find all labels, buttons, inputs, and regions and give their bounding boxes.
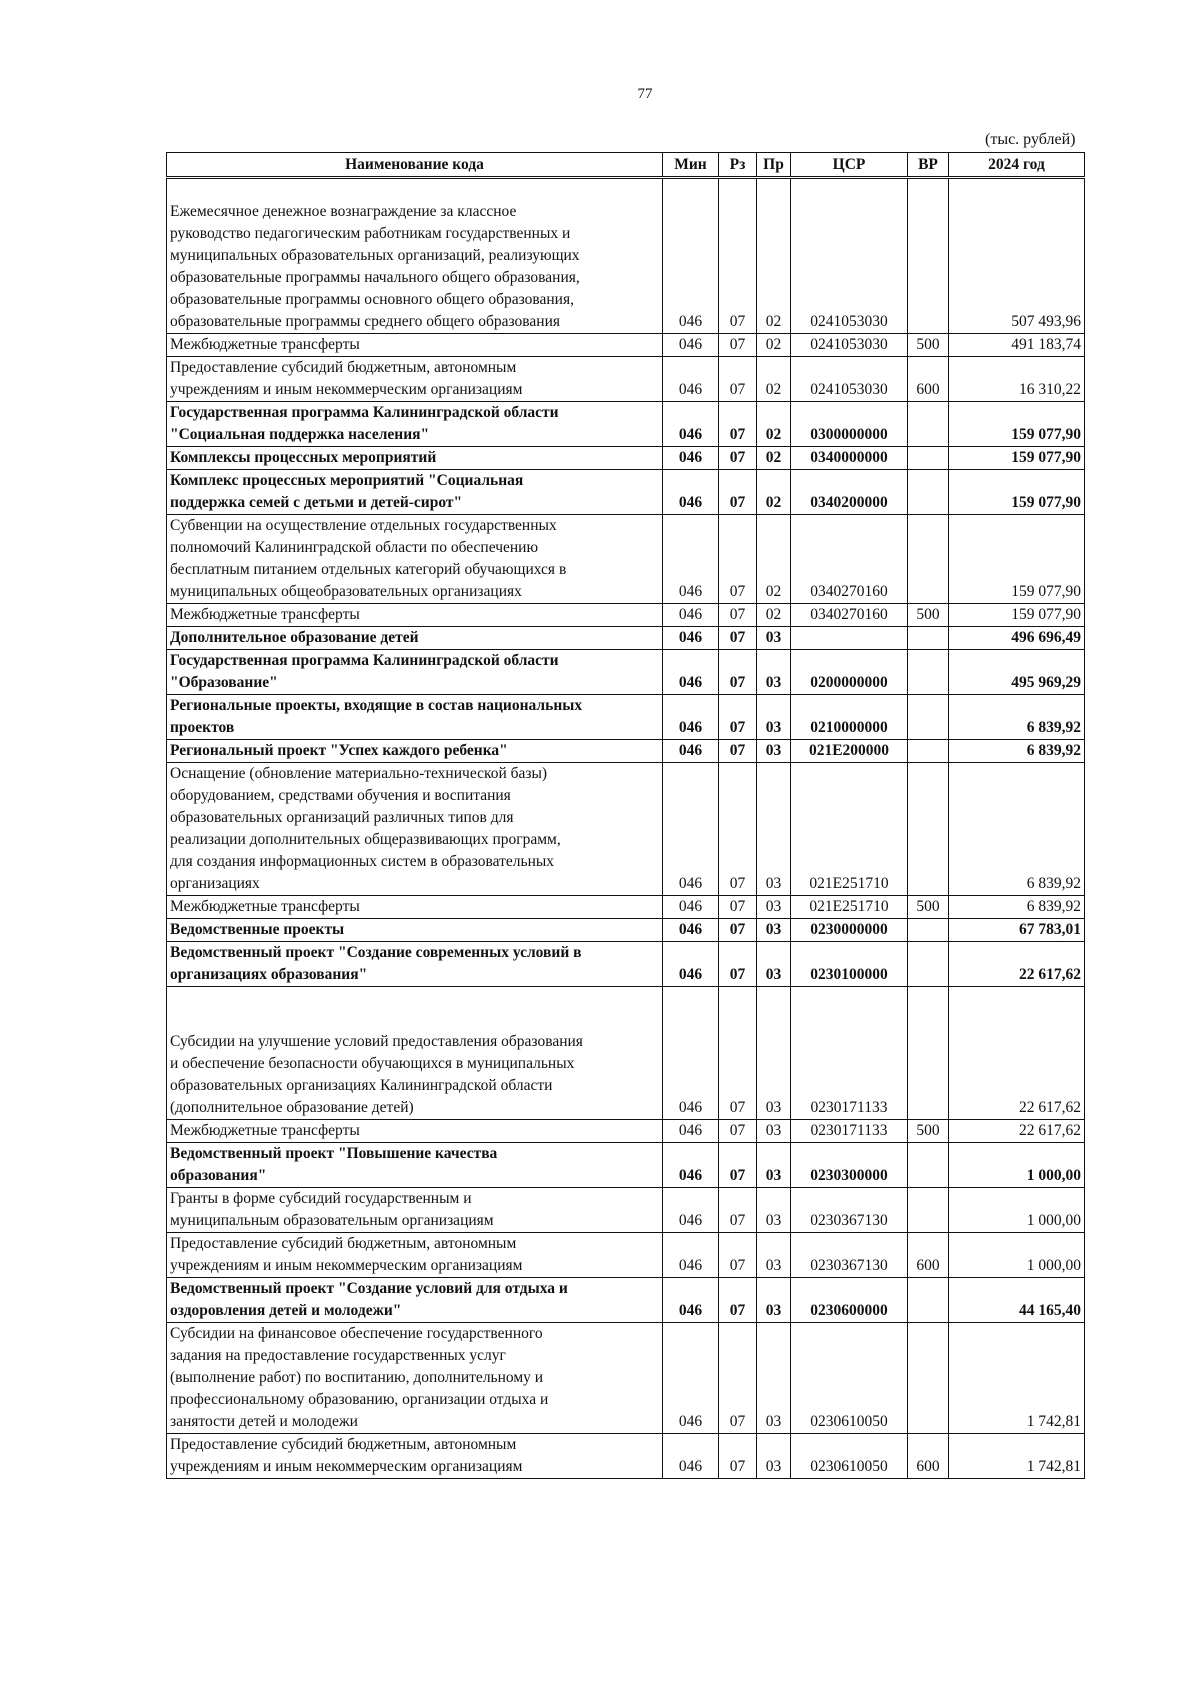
row-min: 046 <box>663 987 719 1120</box>
table-row <box>167 763 1085 896</box>
row-min: 046 <box>663 515 719 604</box>
row-csr: 0241053030 <box>791 357 908 402</box>
row-pr: 02 <box>757 334 791 357</box>
row-amount: 159 077,90 <box>949 447 1085 470</box>
row-min: 046 <box>663 1143 719 1188</box>
row-csr: 0340270160 <box>791 604 908 627</box>
table-row <box>167 447 1085 470</box>
row-pr: 03 <box>757 1434 791 1479</box>
row-amount: 67 783,01 <box>949 919 1085 942</box>
row-pr: 02 <box>757 470 791 515</box>
row-amount: 159 077,90 <box>949 515 1085 604</box>
row-name: Ежемесячное денежное вознаграждение за классное руководство педагогическим работникам государственных и муниципальных образовательных организаций, реализующих образовательные программы начального общего образования, образовательные программы основного общего образования, образовательные программы среднего общего образования <box>167 178 663 334</box>
table-row <box>167 515 1085 604</box>
row-name: Ведомственный проект "Создание условий для отдыха и оздоровления детей и молодежи" <box>167 1278 663 1323</box>
row-rz: 07 <box>719 919 757 942</box>
row-rz: 07 <box>719 987 757 1120</box>
row-name: Межбюджетные трансферты <box>167 604 663 627</box>
table-row <box>167 695 1085 740</box>
table-row <box>167 178 1085 334</box>
row-min: 046 <box>663 447 719 470</box>
row-vr <box>908 740 949 763</box>
row-csr: 0241053030 <box>791 178 908 334</box>
row-rz: 07 <box>719 1143 757 1188</box>
row-vr <box>908 695 949 740</box>
row-rz: 07 <box>719 470 757 515</box>
row-name: Субвенции на осуществление отдельных государственных полномочий Калининградской области по обеспечению бесплатным питанием отдельных категорий обучающихся в муниципальных общеобразовательных организациях <box>167 515 663 604</box>
row-amount: 507 493,96 <box>949 178 1085 334</box>
row-pr: 03 <box>757 919 791 942</box>
row-csr: 0230367130 <box>791 1233 908 1278</box>
row-name: Региональные проекты, входящие в состав национальных проектов <box>167 695 663 740</box>
row-amount: 1 000,00 <box>949 1143 1085 1188</box>
row-vr <box>908 942 949 987</box>
row-name: Оснащение (обновление материально-технической базы) оборудованием, средствами обучения и воспитания образовательных организаций различных типов для реализации дополнительных общеразвивающих программ, для создания информационных систем в образовательных организациях <box>167 763 663 896</box>
row-min: 046 <box>663 650 719 695</box>
row-csr: 0340000000 <box>791 447 908 470</box>
row-rz: 07 <box>719 1323 757 1434</box>
row-amount: 1 742,81 <box>949 1323 1085 1434</box>
row-pr: 02 <box>757 178 791 334</box>
row-min: 046 <box>663 1278 719 1323</box>
row-name: Комплекс процессных мероприятий "Социальная поддержка семей с детьми и детей-сирот" <box>167 470 663 515</box>
row-csr: 0340200000 <box>791 470 908 515</box>
table-row <box>167 334 1085 357</box>
row-amount: 1 742,81 <box>949 1434 1085 1479</box>
row-rz: 07 <box>719 627 757 650</box>
row-min: 046 <box>663 1323 719 1434</box>
row-csr: 021Е200000 <box>791 740 908 763</box>
row-min: 046 <box>663 942 719 987</box>
row-amount: 22 617,62 <box>949 987 1085 1120</box>
row-vr: 500 <box>908 1120 949 1143</box>
row-csr: 0230610050 <box>791 1323 908 1434</box>
row-min: 046 <box>663 178 719 334</box>
row-name: Государственная программа Калининградской области "Образование" <box>167 650 663 695</box>
row-amount: 1 000,00 <box>949 1233 1085 1278</box>
row-name: Ведомственный проект "Создание современных условий в организациях образования" <box>167 942 663 987</box>
row-min: 046 <box>663 402 719 447</box>
row-amount: 495 969,29 <box>949 650 1085 695</box>
row-vr <box>908 627 949 650</box>
row-rz: 07 <box>719 515 757 604</box>
row-rz: 07 <box>719 447 757 470</box>
table-row <box>167 604 1085 627</box>
row-rz: 07 <box>719 178 757 334</box>
row-rz: 07 <box>719 1188 757 1233</box>
row-name: Ведомственный проект "Повышение качества образования" <box>167 1143 663 1188</box>
row-vr <box>908 987 949 1120</box>
row-pr: 03 <box>757 740 791 763</box>
row-csr: 0230171133 <box>791 1120 908 1143</box>
row-rz: 07 <box>719 357 757 402</box>
column-header-pr: Пр <box>757 153 791 178</box>
row-min: 046 <box>663 1233 719 1278</box>
row-rz: 07 <box>719 1120 757 1143</box>
row-rz: 07 <box>719 763 757 896</box>
row-name: Государственная программа Калининградской области "Социальная поддержка населения" <box>167 402 663 447</box>
row-min: 046 <box>663 357 719 402</box>
row-min: 046 <box>663 740 719 763</box>
row-pr: 03 <box>757 1233 791 1278</box>
row-pr: 03 <box>757 896 791 919</box>
row-pr: 02 <box>757 447 791 470</box>
row-pr: 03 <box>757 942 791 987</box>
row-vr <box>908 1143 949 1188</box>
row-vr <box>908 515 949 604</box>
row-csr: 0200000000 <box>791 650 908 695</box>
row-csr: 0230367130 <box>791 1188 908 1233</box>
column-header-name: Наименование кода <box>167 153 663 178</box>
table-row <box>167 919 1085 942</box>
row-csr: 0230171133 <box>791 987 908 1120</box>
row-rz: 07 <box>719 740 757 763</box>
row-name: Межбюджетные трансферты <box>167 1120 663 1143</box>
row-rz: 07 <box>719 334 757 357</box>
row-amount: 159 077,90 <box>949 402 1085 447</box>
row-min: 046 <box>663 334 719 357</box>
row-csr: 0230600000 <box>791 1278 908 1323</box>
row-vr: 500 <box>908 896 949 919</box>
table-row <box>167 402 1085 447</box>
row-pr: 03 <box>757 695 791 740</box>
row-amount: 496 696,49 <box>949 627 1085 650</box>
table-row <box>167 1233 1085 1278</box>
row-pr: 03 <box>757 1143 791 1188</box>
row-csr: 0230300000 <box>791 1143 908 1188</box>
row-amount: 159 077,90 <box>949 470 1085 515</box>
row-name: Дополнительное образование детей <box>167 627 663 650</box>
row-amount: 6 839,92 <box>949 695 1085 740</box>
table-row <box>167 627 1085 650</box>
table-row <box>167 896 1085 919</box>
row-csr: 0300000000 <box>791 402 908 447</box>
row-vr <box>908 1188 949 1233</box>
row-min: 046 <box>663 1434 719 1479</box>
row-vr: 500 <box>908 604 949 627</box>
row-pr: 02 <box>757 357 791 402</box>
row-amount: 491 183,74 <box>949 334 1085 357</box>
row-pr: 03 <box>757 1120 791 1143</box>
row-pr: 02 <box>757 402 791 447</box>
row-vr <box>908 1278 949 1323</box>
row-rz: 07 <box>719 650 757 695</box>
row-pr: 03 <box>757 1278 791 1323</box>
row-pr: 02 <box>757 515 791 604</box>
row-name: Ведомственные проекты <box>167 919 663 942</box>
row-vr: 600 <box>908 357 949 402</box>
row-min: 046 <box>663 896 719 919</box>
row-csr <box>791 627 908 650</box>
page-number: 77 <box>637 86 653 102</box>
row-vr: 500 <box>908 334 949 357</box>
column-header-amount: 2024 год <box>949 153 1085 178</box>
row-vr: 600 <box>908 1434 949 1479</box>
row-vr <box>908 763 949 896</box>
row-csr: 0230000000 <box>791 919 908 942</box>
row-vr <box>908 1323 949 1434</box>
row-pr: 03 <box>757 1188 791 1233</box>
row-vr <box>908 919 949 942</box>
row-name: Межбюджетные трансферты <box>167 896 663 919</box>
row-min: 046 <box>663 763 719 896</box>
row-min: 046 <box>663 1188 719 1233</box>
row-pr: 03 <box>757 763 791 896</box>
row-min: 046 <box>663 604 719 627</box>
column-header-min: Мин <box>663 153 719 178</box>
row-rz: 07 <box>719 1434 757 1479</box>
column-header-rz: Рз <box>719 153 757 178</box>
table-row <box>167 1188 1085 1233</box>
row-name: Гранты в форме субсидий государственным и муниципальным образовательным организациям <box>167 1188 663 1233</box>
row-rz: 07 <box>719 1278 757 1323</box>
table-row <box>167 987 1085 1120</box>
table-row <box>167 942 1085 987</box>
row-csr: 0230100000 <box>791 942 908 987</box>
row-rz: 07 <box>719 402 757 447</box>
row-vr <box>908 178 949 334</box>
row-pr: 03 <box>757 650 791 695</box>
row-rz: 07 <box>719 604 757 627</box>
row-name: Предоставление субсидий бюджетным, автономным учреждениям и иным некоммерческим организациям <box>167 1434 663 1479</box>
table-row <box>167 357 1085 402</box>
row-name: Предоставление субсидий бюджетным, автономным учреждениям и иным некоммерческим организациям <box>167 357 663 402</box>
row-name: Предоставление субсидий бюджетным, автономным учреждениям и иным некоммерческим организациям <box>167 1233 663 1278</box>
row-amount: 6 839,92 <box>949 740 1085 763</box>
table-row <box>167 650 1085 695</box>
row-rz: 07 <box>719 942 757 987</box>
row-pr: 03 <box>757 627 791 650</box>
table-row <box>167 1278 1085 1323</box>
row-vr: 600 <box>908 1233 949 1278</box>
row-name: Межбюджетные трансферты <box>167 334 663 357</box>
row-csr: 0230610050 <box>791 1434 908 1479</box>
row-min: 046 <box>663 1120 719 1143</box>
table-row <box>167 1143 1085 1188</box>
budget-table <box>166 152 1085 1479</box>
row-amount: 159 077,90 <box>949 604 1085 627</box>
row-pr: 02 <box>757 604 791 627</box>
row-pr: 03 <box>757 987 791 1120</box>
row-amount: 22 617,62 <box>949 942 1085 987</box>
row-name: Региональный проект "Успех каждого ребенка" <box>167 740 663 763</box>
table-row <box>167 1434 1085 1479</box>
row-vr <box>908 650 949 695</box>
row-vr <box>908 447 949 470</box>
row-amount: 16 310,22 <box>949 357 1085 402</box>
units-note: (тыс. рублей) <box>985 131 1076 148</box>
row-csr: 0340270160 <box>791 515 908 604</box>
column-header-vr: ВР <box>908 153 949 178</box>
row-amount: 1 000,00 <box>949 1188 1085 1233</box>
table-row <box>167 470 1085 515</box>
row-amount: 44 165,40 <box>949 1278 1085 1323</box>
column-header-csr: ЦСР <box>791 153 908 178</box>
row-min: 046 <box>663 627 719 650</box>
row-min: 046 <box>663 470 719 515</box>
row-min: 046 <box>663 695 719 740</box>
row-vr <box>908 402 949 447</box>
row-csr: 0241053030 <box>791 334 908 357</box>
row-name: Субсидии на улучшение условий предоставления образования и обеспечение безопасности обучающихся в муниципальных образовательных организациях Калининградской области (дополнительное образование детей) <box>167 987 663 1120</box>
row-vr <box>908 470 949 515</box>
table-row <box>167 740 1085 763</box>
table-header-row <box>167 153 1085 178</box>
row-csr: 0210000000 <box>791 695 908 740</box>
row-pr: 03 <box>757 1323 791 1434</box>
table-row <box>167 1120 1085 1143</box>
row-rz: 07 <box>719 1233 757 1278</box>
table-row <box>167 1323 1085 1434</box>
row-min: 046 <box>663 919 719 942</box>
row-amount: 6 839,92 <box>949 763 1085 896</box>
row-rz: 07 <box>719 896 757 919</box>
row-name: Субсидии на финансовое обеспечение государственного задания на предоставление государственных услуг (выполнение работ) по воспитанию, дополнительному и профессиональному образованию, организации отдыха и занятости детей и молодежи <box>167 1323 663 1434</box>
row-csr: 021Е251710 <box>791 763 908 896</box>
row-name: Комплексы процессных мероприятий <box>167 447 663 470</box>
row-csr: 021Е251710 <box>791 896 908 919</box>
row-amount: 6 839,92 <box>949 896 1085 919</box>
row-amount: 22 617,62 <box>949 1120 1085 1143</box>
row-rz: 07 <box>719 695 757 740</box>
